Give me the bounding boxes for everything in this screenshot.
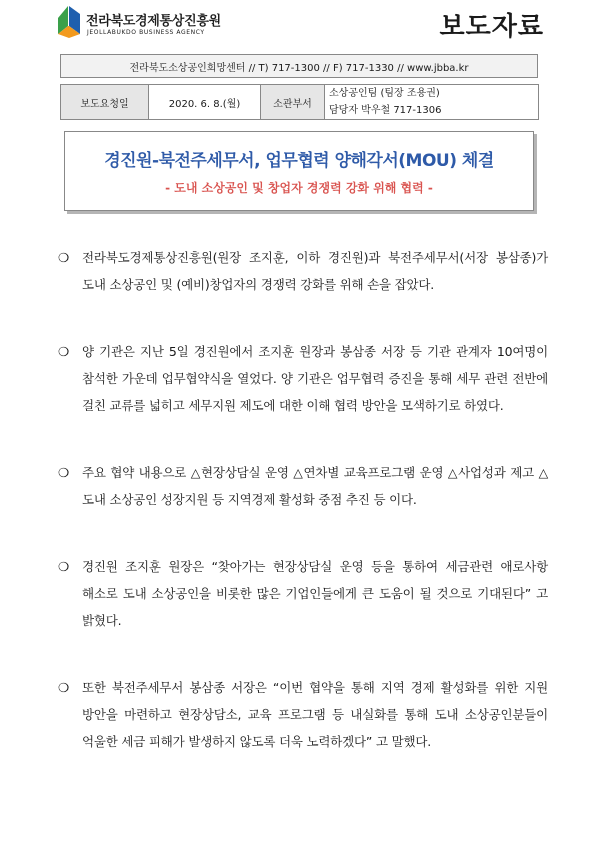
paragraph-text: 경진원 조지훈 원장은 “찾아가는 현장상담실 운영 등을 통하여 세금관련 애로사항 해소로 도내 소상공인을 비롯한 많은 기업인들에게 큰 도움이 될 것으로 기대된다” 고 밝혔다. xyxy=(82,559,548,628)
department-value xyxy=(325,85,539,120)
contact-bar xyxy=(60,54,538,78)
request-date-label: 보도요청일 xyxy=(61,85,149,120)
paragraph xyxy=(58,338,548,419)
bullet-icon: ❍ xyxy=(58,465,70,480)
department-contact: 담당자 박우철 717-1306 xyxy=(329,105,442,116)
paragraph-text: 전라북도경제통상진흥원(원장 조지훈, 이하 경진원)과 북전주세무서(서장 봉삼종)가 도내 소상공인 및 (예비)창업자의 경쟁력 강화를 위해 손을 잡았다. xyxy=(82,250,548,292)
document-type-title: 보도자료 xyxy=(439,12,544,42)
document-header xyxy=(56,2,544,42)
paragraph xyxy=(58,674,548,755)
bullet-icon: ❍ xyxy=(58,344,70,359)
headline-title: 경진원-북전주세무서, 업무협력 양해각서(MOU) 체결 xyxy=(104,151,494,171)
meta-table xyxy=(60,84,539,120)
contact-text: 전라북도소상공인희망센터 // T) 717-1300 // F) 717-1330 // www.jbba.kr xyxy=(129,62,469,74)
org-logo xyxy=(56,2,256,42)
org-name-korean: 전라북도경제통상진흥원 xyxy=(86,14,221,29)
department-team: 소상공인팀 (팀장 조용권) xyxy=(329,88,440,99)
paragraph xyxy=(58,459,548,513)
paragraph xyxy=(58,244,548,298)
jbba-logo-icon xyxy=(56,4,82,38)
headline-box xyxy=(64,131,534,211)
paragraph xyxy=(58,553,548,634)
bullet-icon: ❍ xyxy=(58,680,70,695)
request-date-value: 2020. 6. 8.(월) xyxy=(149,85,261,120)
org-name-english: JEOLLABUKDO BUSINESS AGENCY xyxy=(87,29,205,36)
paragraph-text: 주요 협약 내용으로 △현장상담실 운영 △연차별 교육프로그램 운영 △사업성과 제고 △도내 소상공인 성장지원 등 지역경제 활성화 중점 추진 등 이다. xyxy=(82,465,548,507)
bullet-icon: ❍ xyxy=(58,250,70,265)
article-body xyxy=(58,244,548,795)
headline-subtitle: - 도내 소상공인 및 창업자 경쟁력 강화 위해 협력 - xyxy=(165,181,433,195)
paragraph-text: 양 기관은 지난 5일 경진원에서 조지훈 원장과 봉삼종 서장 등 기관 관계자 10여명이 참석한 가운데 업무협약식을 열었다. 양 기관은 업무협력 증진을 통해 세무 관련 전반에 걸친 교류를 넓히고 세무지원 제도에 대한 이해 협력 방안을 모색하기로 하였다. xyxy=(82,344,548,413)
bullet-icon: ❍ xyxy=(58,559,70,574)
paragraph-text: 또한 북전주세무서 봉삼종 서장은 “이번 협약을 통해 지역 경제 활성화를 위한 지원 방안을 마련하고 현장상담소, 교육 프로그램 등 내실화를 통해 도내 소상공인분들이 억울한 세금 피해가 발생하지 않도록 더욱 노력하겠다” 고 말했다. xyxy=(82,680,548,749)
department-label: 소관부서 xyxy=(261,85,325,120)
